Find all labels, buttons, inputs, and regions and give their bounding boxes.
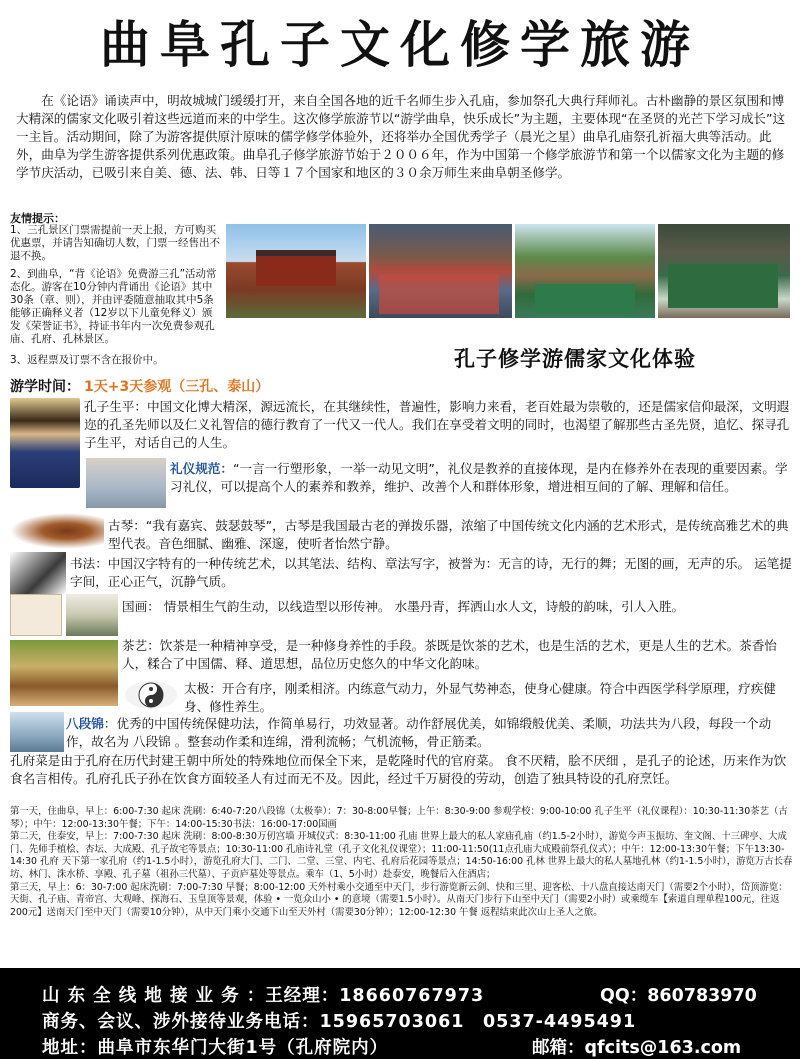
tip-item: 1、三孔景区门票需提前一天上报，方可购买优惠票，并请告知确切人数，门票一经售出不退不换。 [10,224,220,262]
intro-paragraph: 在《论语》诵读声中，明故城城门缓缓打开，来自全国各地的近千名师生步入孔庙，参加祭孔大典行拜师礼。古朴幽静的景区氛围和博大精深的儒家文化吸引着这些远道而来的中学生。这次修学旅游节以“游学曲阜，快乐成长”为主题，主要体现“在圣贤的光芒下学习成长”这一主旨。活动期间，除了为游客提供原汁原味的儒学修学体验外，还将举办全国优秀学子（晨光之星）曲阜孔庙祭孔祈福大典等活动。此外，曲阜为学生游客提供系列优惠政策。曲阜孔子修学旅游节始于２００６年，作为中国第一个修学旅游节和第一个以儒家文化为主题的修学节庆活动，已吸引来自美、德、法、韩、日等１７个国家和地区的３０余万师生来曲阜朝圣修学。 [16,93,786,180]
footer-address: 地址：曲阜市东华门大街1号（孔府院内） [42,1038,389,1058]
etiquette-image [86,458,166,508]
confucius-portrait-image [10,398,80,488]
tea-ceremony-image [10,640,118,706]
baduanjin-section [66,715,796,751]
calligraphy-brush-image [10,552,66,594]
taiji-symbol-image [122,678,180,712]
tip-item: 3、返程票及订票不含在报价中。 [10,354,164,366]
footer-qq: QQ：860783970 [600,986,757,1006]
calligraphy-section: 书法：中国汉字特有的一种传统艺术，以其笔法、结构、章法写字，被誉为：无言的诗，无行的舞；无图的画，无声的乐。 运笔提字间，正心正气，沉静气质。 [70,556,792,589]
calligraphy-artwork-image [10,594,62,636]
footer-email: 邮箱：qfcits@163.com [532,1038,742,1058]
tip-item: 2、到曲阜，“背《论语》免费游三孔”活动常态化。游客在10分钟内背诵出《论语》其中30条（章、则），并由评委随意抽取其中5条能够正确释义者（12岁以下儿童免释义）颁发《荣誉证书》，持证书年内一次免费参观孔庙、孔府、孔林景区。 [10,268,217,345]
painting-section: 国画： 情景相生气韵生动，以线造型以形传神。 水墨丹青，挥洒山水人文，诗般的韵味，引人入胜。 [122,599,685,614]
itinerary-block [10,806,794,919]
confucius-section: 孔子生平：中国文化博大精深，源远流长，在其继续性，普遍性，影响力来看，老百姓最为崇敬的，还是儒家信仰最深，文明遐迩的孔圣先师以及仁义礼智信的德行教育了一代又一代人。我们在享受着文明的同时，也渴望了解那些古圣先贤，追忆、探寻孔子生平，对话自己的人生。 [84,399,790,450]
itinerary-day: 第一天，住曲阜，早上：6:00-7:30 起床 洗刷：6:40-7:20八段锦（太极拳）：7：30-8:00早餐；上午：8:30-9:00 参观学校：9:00-10:00 孔子生平（礼仪课程）：10:30-11:30茶艺（古琴）；中午：12:00-13:30午餐；下午：14:00-15:30书法：16:00-17:00国画 [10,806,788,830]
section-subtitle: 孔子修学游儒家文化体验 [454,347,696,371]
baduanjin-label: 八段锦 [66,716,104,731]
taiji-section: 太极：开合有序，刚柔相济。内练意气动力，外显气势神态，使身心健康。符合中西医学科学原理，疗疾健身、修性养生。 [184,681,776,714]
photo-students-courtyard [515,224,655,318]
guqin-section: 古琴：“我有嘉宾、鼓瑟鼓琴”，古琴是我国最古老的弹拨乐器，浓缩了中国传统文化内涵的艺术形式，是传统高雅艺术的典型代表。音色细腻、幽雅、深邃，使听者怡然宁静。 [108,518,789,551]
etiquette-label: 礼仪规范： [170,461,233,476]
etiquette-text: “一言一行塑形象，一举一动见文明”，礼仪是教养的直接体现，是内在修养外在表现的重要因素。学习礼仪，可以提高个人的素养和教养，维护、改善个人和群体形象，增进相互间的了解、理解和信任。 [170,461,788,494]
tips-heading: 友情提示： [10,212,65,225]
study-time-value: 1天+3天参观（三孔、泰山） [84,379,270,395]
footer-business-phone: 商务、会议、涉外接待业务电话：15965703061 0537-4495491 [42,1012,637,1032]
kongfu-cuisine-section: 孔府菜是由于孔府在历代封建王朝中所处的特殊地位而保全下来，是乾隆时代的官府菜。 食不厌精，脍不厌细 ，是孔子的论述，历来作为饮食名言相传。孔府孔氏子孙在饮食方面较圣人有过而无不及。因此，经过千万厨役的劳动，创造了独具特设的孔府烹饪。 [10,753,787,786]
study-time-label: 游学时间： [10,379,80,395]
itinerary-day: 第二天，住泰安，早上：7:00-7:30 起床 洗刷：8:00-8:30万仞宫墙 开城仪式：8:30-11:00 孔庙 世界上最大的私人家庙孔庙（约1.5-2小时），游览今声玉振坊、奎文阁、十三碑亭、大成门、先师手植桧、杏坛、大成殿、孔子故宅等景点；10:30-11:00 孔庙诗礼堂（孔子文化礼仪课堂）；11:00-11:50(11点孔庙大成殿前祭孔仪式）；中午：12:00-13:30午餐；下午13:30-14:30 孔府 天下第一家孔府（约1-1.5小时），游览孔府大门、二门、二堂、三堂、内宅、孔府后花园等景点；14:50-16:00 孔林 世界上最大的私人墓地孔林（约1-1.5小时），游览万古长春坊、林门、洙水桥、享殿、孔子墓（祖孙三代墓）、子贡庐墓处等景点。乘车（1、5小时）赴泰安，晚餐后入住酒店； [10,831,793,880]
contact-footer [0,968,800,1059]
photo-classroom [658,224,790,318]
photo-temple-gate [226,224,366,318]
page-title: 曲阜孔子文化修学旅游 [100,16,700,74]
etiquette-section [170,460,796,496]
guqin-image [10,513,104,549]
baduanjin-image [10,712,64,752]
ink-painting-image [66,594,118,636]
tea-section: 茶艺：饮茶是一种精神享受，是一种修身养性的手段。茶既是饮茶的艺术，也是生活的艺术，更是人生的艺术。茶香怡人，糅合了中国儒、释、道思想，品位历史悠久的中华文化韵味。 [122,638,777,671]
yin-yang-icon [122,678,180,712]
footer-local-business: 山 东 全 线 地 接 业 务 ：王经理：18660767973 [42,986,485,1006]
photo-ceremony-crowd [369,224,512,318]
itinerary-day: 第三天，早上：6：30-7:00 起床洗刷：7:00-7:30 早餐；8:00-12:00 天外村乘小交通至中天门，步行游览新云剑、快和三里、迎客松、十八盘直接达南天门（需要2个小时），岱顶游览：天街、孔子庙、青帝宫、大观峰、探海石、玉皇顶等景观，体验 • 一览众山小 • 的意境（需要1.5小时）。从南天门步行下山至中天门（需要2小时）或乘缆车【索道自理单程100元，往返200元】送南天门至中天门（需要10分钟），从中天门乘小交通下山至天外村（需要30分钟）；12:00-12:30 午餐 返程结束此次山上圣人之旅。 [10,881,788,918]
baduanjin-text: ：优秀的中国传统保健功法，作简单易行，功效显著。动作舒展优美，如锦缎般优美、柔顺，功法共为八段，每段一个动作，故名为 八段锦 。整套动作柔和连绵，滑利流畅；气机流畅，骨正筋柔。 [66,716,772,749]
